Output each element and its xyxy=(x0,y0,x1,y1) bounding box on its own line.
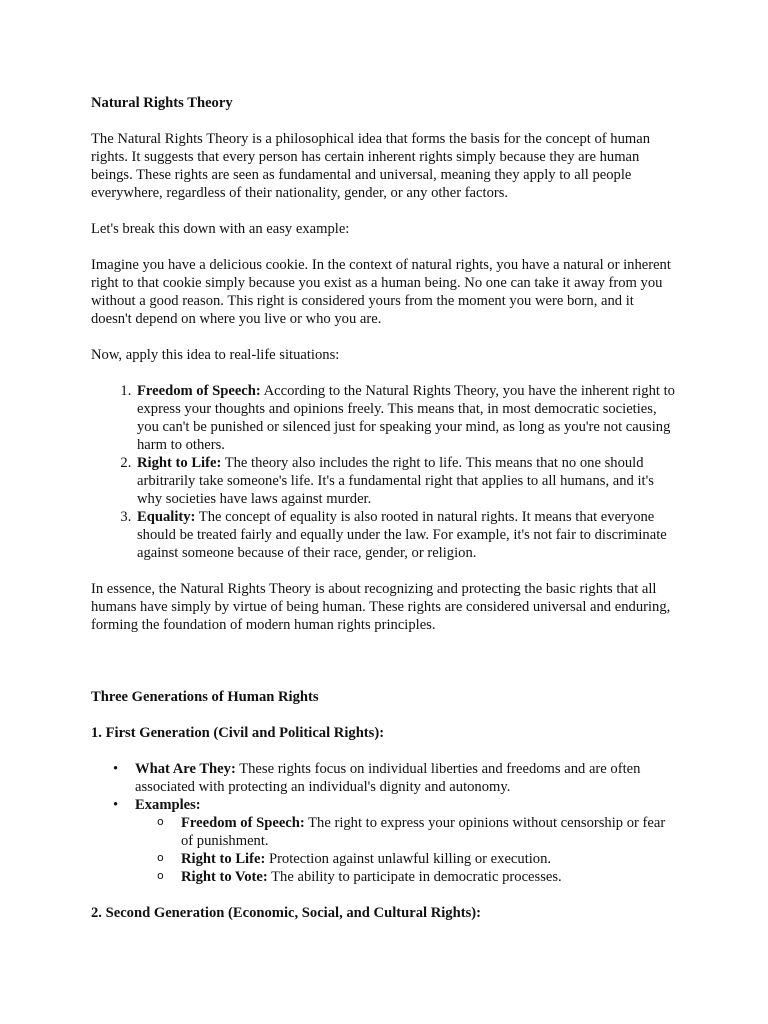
apply-lead: Now, apply this idea to real-life situations: xyxy=(91,347,340,363)
example-text: The ability to participate in democratic processes. xyxy=(267,869,562,885)
list-item xyxy=(113,796,678,886)
list-item xyxy=(135,508,678,562)
doc-title: Natural Rights Theory xyxy=(91,95,233,111)
example-term: Right to Life: xyxy=(181,851,266,867)
intro-paragraph: The Natural Rights Theory is a philosophical idea that forms the basis for the concept of human rights. It suggests that every person has certain inherent rights simply because they are human beings. These rights are seen as fundamental and universal, meaning they apply to all people everywhere, regardless of their nationality, gender, or any other factors. xyxy=(91,131,651,201)
example-term: Freedom of Speech: xyxy=(181,815,305,831)
list-item xyxy=(157,814,678,850)
circle-bullet-icon: o xyxy=(157,851,164,864)
first-gen-list xyxy=(91,760,678,886)
situations-list xyxy=(91,382,678,562)
example-text: Protection against unlawful killing or execution. xyxy=(265,851,552,867)
circle-bullet-icon: o xyxy=(157,869,164,882)
list-item xyxy=(113,760,678,796)
examples-list xyxy=(135,814,678,886)
bullet-icon: • xyxy=(113,797,119,813)
examples-term: Examples: xyxy=(135,797,201,813)
list-item xyxy=(157,850,678,868)
situation-term: Freedom of Speech: xyxy=(137,383,261,399)
second-gen-heading: 2. Second Generation (Economic, Social, and Cultural Rights): xyxy=(91,905,481,921)
first-gen-heading: 1. First Generation (Civil and Political Rights): xyxy=(91,725,385,741)
situation-text: The theory also includes the right to life. This means that no one should arbitrarily take someone's life. It's a fundamental right that applies to all humans, and it's why societies have laws against murder. xyxy=(137,455,654,507)
example-text: The right to express your opinions without censorship or fear of punishment. xyxy=(181,815,666,849)
situation-term: Right to Life: xyxy=(137,455,222,471)
essence-paragraph: In essence, the Natural Rights Theory is about recognizing and protecting the basic rights that all humans have simply by virtue of being human. These rights are considered universal and enduring, forming the foundation of modern human rights principles. xyxy=(91,581,671,633)
cookie-paragraph: Imagine you have a delicious cookie. In the context of natural rights, you have a natural or inherent right to that cookie simply because you exist as a human being. No one can take it away from you without a good reason. This right is considered yours from the moment you were born, and it doesn't depend on where you live or who you are. xyxy=(91,257,671,327)
list-item xyxy=(157,868,678,886)
situation-text: The concept of equality is also rooted in natural rights. It means that everyone should be treated fairly and equally under the law. For example, it's not fair to discriminate against someone because of their race, gender, or religion. xyxy=(137,509,667,561)
list-item xyxy=(135,382,678,454)
bullet-icon: • xyxy=(113,761,119,777)
generations-title: Three Generations of Human Rights xyxy=(91,689,319,705)
list-item xyxy=(135,454,678,508)
example-term: Right to Vote: xyxy=(181,869,268,885)
situation-text: According to the Natural Rights Theory, you have the inherent right to express your thoughts and opinions freely. This means that, in most democratic societies, you can't be punished or silenced just for speaking your mind, as long as you're not causing harm to others. xyxy=(137,383,675,453)
what-term: What Are They: xyxy=(135,761,236,777)
example-lead: Let's break this down with an easy example: xyxy=(91,221,350,237)
circle-bullet-icon: o xyxy=(157,815,164,828)
what-text: These rights focus on individual liberties and freedoms and are often associated with protecting an individual's dignity and autonomy. xyxy=(135,761,641,795)
situation-term: Equality: xyxy=(137,509,196,525)
